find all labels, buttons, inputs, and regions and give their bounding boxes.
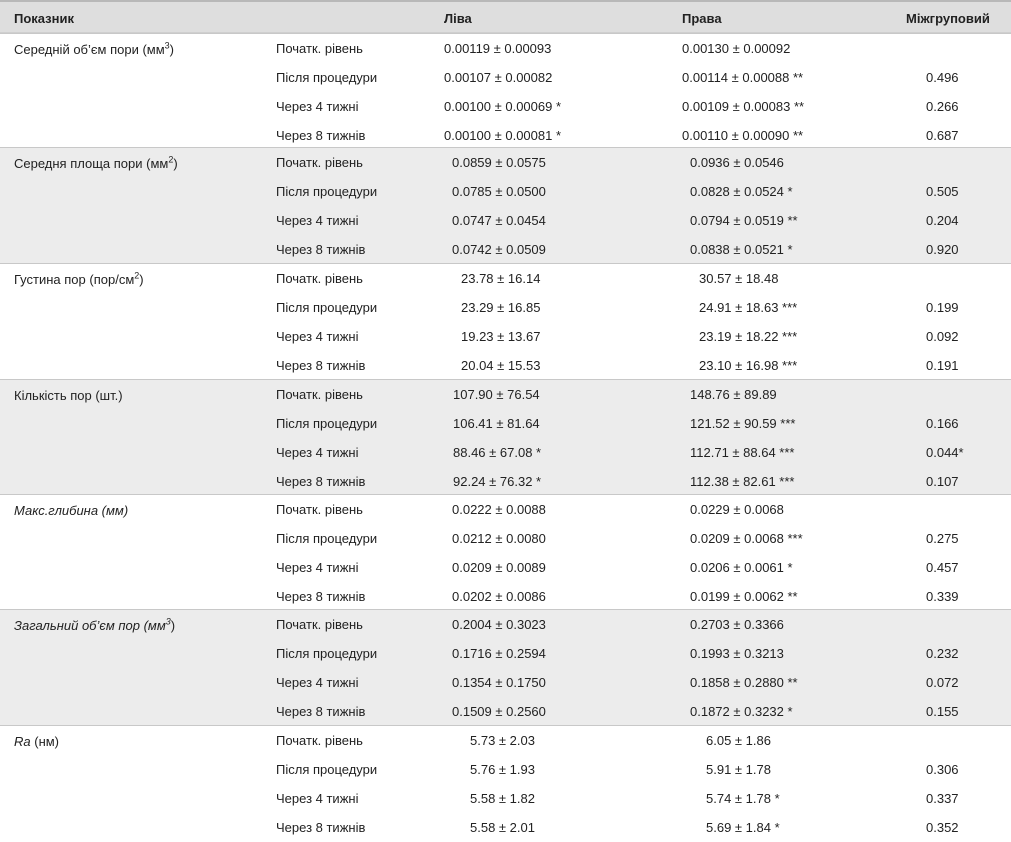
- table-row: [0, 668, 1011, 697]
- metric-label-unit-power: 3: [165, 616, 171, 627]
- metric-group: [0, 609, 1011, 725]
- stage-cell: Через 4 тижні: [276, 213, 359, 228]
- metric-label-text: Середній об’єм пори (мм: [14, 42, 165, 57]
- left-value-cell: 23.29 ± 16.85: [461, 300, 541, 315]
- left-value-cell: 0.0859 ± 0.0575: [452, 155, 546, 170]
- right-value-cell: 0.00114 ± 0.00088 **: [682, 70, 804, 85]
- table-row: [0, 726, 1011, 755]
- stage-cell: Через 8 тижнів: [276, 474, 366, 489]
- stage-cell: Початк. рівень: [276, 387, 363, 402]
- between-group-cell: 0.199: [926, 300, 959, 315]
- table-row: [0, 755, 1011, 784]
- left-value-cell: 0.1354 ± 0.1750: [452, 675, 546, 690]
- between-group-cell: 0.072: [926, 675, 959, 690]
- table-row: [0, 467, 1011, 496]
- right-value-cell: 0.00110 ± 0.00090 **: [682, 128, 804, 143]
- table-row: [0, 697, 1011, 726]
- stage-cell: Після процедури: [276, 300, 378, 315]
- table-row: [0, 610, 1011, 639]
- left-value-cell: 106.41 ± 81.64: [453, 416, 540, 431]
- right-value-cell: 0.0838 ± 0.0521 *: [690, 242, 793, 257]
- right-value-cell: 24.91 ± 18.63 ***: [699, 300, 798, 315]
- between-group-cell: 0.166: [926, 416, 959, 431]
- between-group-cell: 0.496: [926, 70, 959, 85]
- table-row: [0, 92, 1011, 121]
- stage-cell: Початк. рівень: [276, 733, 363, 748]
- metric-label-text: Густина пор (пор/см: [14, 272, 135, 287]
- table-row: [0, 63, 1011, 92]
- stage-cell: Через 8 тижнів: [276, 242, 366, 257]
- left-value-cell: 0.0202 ± 0.0086: [452, 589, 546, 604]
- table-row: [0, 177, 1011, 206]
- metric-label-close: ): [170, 618, 176, 633]
- stage-cell: Початк. рівень: [276, 41, 363, 56]
- stage-cell: Після процедури: [276, 531, 378, 546]
- right-value-cell: 5.91 ± 1.78: [706, 762, 771, 777]
- stage-cell: Після процедури: [276, 646, 378, 661]
- right-value-cell: 0.0199 ± 0.0062 **: [690, 589, 798, 604]
- metric-label-text: Середня площа пори (мм: [14, 156, 169, 171]
- stage-cell: Після процедури: [276, 70, 378, 85]
- stage-cell: Через 8 тижнів: [276, 820, 366, 835]
- metric-group: [0, 33, 1011, 147]
- stage-cell: Початк. рівень: [276, 617, 363, 632]
- table-row: [0, 380, 1011, 409]
- left-value-cell: 23.78 ± 16.14: [461, 271, 541, 286]
- metric-group: [0, 379, 1011, 494]
- table-header: [0, 0, 1011, 33]
- between-group-cell: 0.107: [926, 474, 959, 489]
- right-value-cell: 0.1872 ± 0.3232 *: [690, 704, 793, 719]
- left-value-cell: 5.76 ± 1.93: [470, 762, 535, 777]
- between-group-cell: 0.339: [926, 589, 959, 604]
- between-group-cell: 0.306: [926, 762, 959, 777]
- right-value-cell: 0.0828 ± 0.0524 *: [690, 184, 793, 199]
- left-value-cell: 5.58 ± 1.82: [470, 791, 535, 806]
- between-group-cell: 0.232: [926, 646, 959, 661]
- right-value-cell: 0.0936 ± 0.0546: [690, 155, 784, 170]
- table-row: [0, 409, 1011, 438]
- left-value-cell: 0.0742 ± 0.0509: [452, 242, 546, 257]
- between-group-cell: 0.920: [926, 242, 959, 257]
- between-group-cell: 0.457: [926, 560, 959, 575]
- between-group-cell: 0.155: [926, 704, 959, 719]
- table-row: [0, 206, 1011, 235]
- metric-label-unit-power: 3: [164, 40, 170, 51]
- between-group-cell: 0.204: [926, 213, 959, 228]
- metric-label-unit-power: 2: [134, 270, 140, 281]
- between-group-cell: 0.044*: [926, 445, 964, 460]
- right-value-cell: 0.0229 ± 0.0068: [690, 502, 784, 517]
- between-group-cell: 0.266: [926, 99, 959, 114]
- right-value-cell: 0.00109 ± 0.00083 **: [682, 99, 805, 114]
- table-row: [0, 293, 1011, 322]
- left-value-cell: 0.0785 ± 0.0500: [452, 184, 546, 199]
- table-row: [0, 34, 1011, 63]
- left-value-cell: 0.0212 ± 0.0080: [452, 531, 546, 546]
- right-value-cell: 0.0206 ± 0.0061 *: [690, 560, 793, 575]
- left-value-cell: 5.58 ± 2.01: [470, 820, 535, 835]
- header-right: Права: [682, 11, 722, 26]
- stage-cell: Через 4 тижні: [276, 675, 359, 690]
- right-value-cell: 0.1993 ± 0.3213: [690, 646, 784, 661]
- table-row: [0, 639, 1011, 668]
- left-value-cell: 92.24 ± 76.32 *: [453, 474, 542, 489]
- left-value-cell: 0.1509 ± 0.2560: [452, 704, 546, 719]
- metric-group: [0, 147, 1011, 263]
- table-row: [0, 495, 1011, 524]
- right-value-cell: 30.57 ± 18.48: [699, 271, 779, 286]
- table-row: [0, 813, 1011, 842]
- between-group-cell: 0.337: [926, 791, 959, 806]
- metric-label-close: ): [139, 272, 144, 287]
- right-value-cell: 6.05 ± 1.86: [706, 733, 771, 748]
- left-value-cell: 0.0209 ± 0.0089: [452, 560, 546, 575]
- table-row: [0, 582, 1011, 611]
- left-value-cell: 0.00100 ± 0.00081 *: [444, 128, 562, 143]
- metric-group: [0, 263, 1011, 379]
- metric-label-text: Макс.глибина (мм): [14, 503, 129, 518]
- stage-cell: Через 4 тижні: [276, 791, 359, 806]
- between-group-cell: 0.092: [926, 329, 959, 344]
- left-value-cell: 19.23 ± 13.67: [461, 329, 541, 344]
- left-value-cell: 0.0747 ± 0.0454: [452, 213, 546, 228]
- stage-cell: Через 8 тижнів: [276, 589, 366, 604]
- metric-label-close: ): [169, 42, 175, 57]
- right-value-cell: 5.69 ± 1.84 *: [706, 820, 780, 835]
- right-value-cell: 0.1858 ± 0.2880 **: [690, 675, 798, 690]
- stage-cell: Початк. рівень: [276, 271, 363, 286]
- metric-label-close: (нм): [30, 734, 60, 749]
- stage-cell: Через 8 тижнів: [276, 128, 366, 143]
- metric-label-text: Загальний об’єм пор (мм: [14, 618, 166, 633]
- metric-label-close: ): [173, 156, 178, 171]
- header-metric: Показник: [14, 11, 74, 26]
- metric-label-text: Ra: [14, 734, 31, 749]
- left-value-cell: 5.73 ± 2.03: [470, 733, 535, 748]
- between-group-cell: 0.191: [926, 358, 959, 373]
- table-row: [0, 148, 1011, 177]
- table-row: [0, 121, 1011, 150]
- metric-group: [0, 725, 1011, 839]
- header-between: Міжгруповий: [906, 11, 990, 26]
- left-value-cell: 0.2004 ± 0.3023: [452, 617, 546, 632]
- left-value-cell: 0.00119 ± 0.00093: [444, 41, 552, 56]
- table-row: [0, 784, 1011, 813]
- right-value-cell: 121.52 ± 90.59 ***: [690, 416, 796, 431]
- stage-cell: Через 4 тижні: [276, 445, 359, 460]
- table-row: [0, 264, 1011, 293]
- table-row: [0, 438, 1011, 467]
- right-value-cell: 5.74 ± 1.78 *: [706, 791, 780, 806]
- right-value-cell: 0.2703 ± 0.3366: [690, 617, 784, 632]
- right-value-cell: 112.71 ± 88.64 ***: [690, 445, 795, 460]
- stage-cell: Після процедури: [276, 184, 378, 199]
- left-value-cell: 88.46 ± 67.08 *: [453, 445, 542, 460]
- right-value-cell: 0.0794 ± 0.0519 **: [690, 213, 798, 228]
- table-row: [0, 553, 1011, 582]
- between-group-cell: 0.505: [926, 184, 959, 199]
- stage-cell: Початк. рівень: [276, 502, 363, 517]
- right-value-cell: 23.10 ± 16.98 ***: [699, 358, 798, 373]
- left-value-cell: 107.90 ± 76.54: [453, 387, 540, 402]
- left-value-cell: 0.1716 ± 0.2594: [452, 646, 546, 661]
- stage-cell: Через 8 тижнів: [276, 704, 366, 719]
- stage-cell: Через 4 тижні: [276, 329, 359, 344]
- table-row: [0, 524, 1011, 553]
- left-value-cell: 0.00107 ± 0.00082: [444, 70, 553, 85]
- between-group-cell: 0.687: [926, 128, 959, 143]
- right-value-cell: 23.19 ± 18.22 ***: [699, 329, 798, 344]
- between-group-cell: 0.275: [926, 531, 959, 546]
- stage-cell: Після процедури: [276, 762, 378, 777]
- header-left: Ліва: [444, 11, 472, 26]
- metric-label-text: Кількість пор (шт.): [14, 388, 123, 403]
- table-row: [0, 322, 1011, 351]
- stage-cell: Через 4 тижні: [276, 99, 359, 114]
- between-group-cell: 0.352: [926, 820, 959, 835]
- stage-cell: Через 8 тижнів: [276, 358, 366, 373]
- stage-cell: Через 4 тижні: [276, 560, 359, 575]
- left-value-cell: 20.04 ± 15.53: [461, 358, 541, 373]
- left-value-cell: 0.00100 ± 0.00069 *: [444, 99, 562, 114]
- right-value-cell: 0.00130 ± 0.00092: [682, 41, 791, 56]
- metric-label-unit-power: 2: [168, 154, 174, 165]
- right-value-cell: 112.38 ± 82.61 ***: [690, 474, 795, 489]
- stage-cell: Після процедури: [276, 416, 378, 431]
- right-value-cell: 0.0209 ± 0.0068 ***: [690, 531, 803, 546]
- metric-group: [0, 494, 1011, 609]
- left-value-cell: 0.0222 ± 0.0088: [452, 502, 546, 517]
- table-row: [0, 235, 1011, 264]
- stage-cell: Початк. рівень: [276, 155, 363, 170]
- table-row: [0, 351, 1011, 380]
- right-value-cell: 148.76 ± 89.89: [690, 387, 777, 402]
